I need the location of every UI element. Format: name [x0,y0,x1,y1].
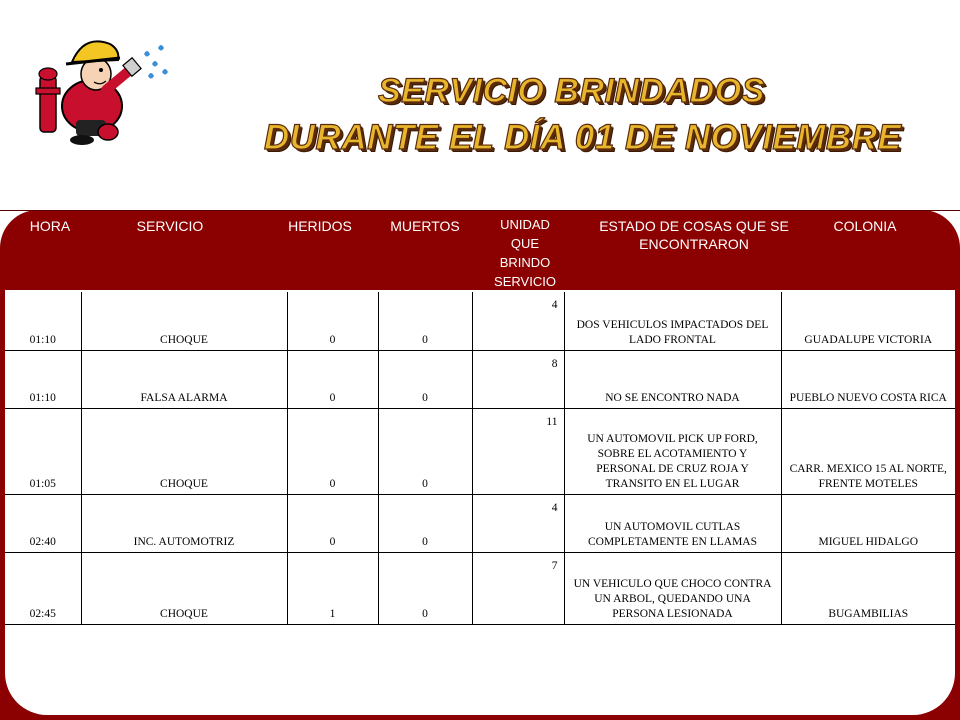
cell-servicio: CHOQUE [81,552,287,624]
cell-estado: UN AUTOMOVIL PICK UP FORD, SOBRE EL ACOTAMIENTO Y PERSONAL DE CRUZ ROJA Y TRANSITO EN EL LUGAR [564,408,781,494]
cell-estado: DOS VEHICULOS IMPACTADOS DEL LADO FRONTAL [564,292,781,350]
cell-unidad: 11 [472,408,564,494]
table-header [0,210,960,291]
cell-estado: UN AUTOMOVIL CUTLAS COMPLETAMENTE EN LLAMAS [564,494,781,552]
table-row [5,494,955,552]
cell-servicio: FALSA ALARMA [81,350,287,408]
cell-hora: 02:45 [29,607,56,620]
cell-estado: NO SE ENCONTRO NADA [564,350,781,408]
cell-muertos: 0 [378,292,472,350]
cell-heridos: 0 [287,350,378,408]
cell-hora: 01:05 [29,477,56,490]
header-unidad-line-1: UNIDAD [500,217,550,232]
services-table [5,292,955,625]
cell-colonia: PUEBLO NUEVO COSTA RICA [781,350,955,408]
cell-muertos: 0 [378,408,472,494]
header-unidad [480,215,570,291]
header-servicio: SERVICIO [136,218,204,234]
page-title-line-2: DURANTE EL DÍA 01 DE NOVIEMBRE [264,118,902,157]
table-row [5,552,955,624]
header-unidad-line-4: SERVICIO [494,274,556,289]
firefighter-mascot-logo [22,28,172,148]
cell-hora: 01:10 [29,333,56,346]
cell-muertos: 0 [378,494,472,552]
page-title-line-1: SERVICIO BRINDADOS [378,72,765,110]
cell-colonia: MIGUEL HIDALGO [781,494,955,552]
cell-estado: UN VEHICULO QUE CHOCO CONTRA UN ARBOL, QUEDANDO UNA PERSONA LESIONADA [564,552,781,624]
cell-servicio: INC. AUTOMOTRIZ [81,494,287,552]
header-muertos: MUERTOS [390,218,460,234]
cell-hora: 02:40 [29,535,56,548]
cell-unidad: 4 [472,292,564,350]
table-row [5,408,955,494]
cell-heridos: 0 [287,292,378,350]
cell-unidad: 4 [472,494,564,552]
header-hora: HORA [29,218,71,234]
header-heridos: HERIDOS [288,218,352,234]
header-colonia: COLONIA [833,218,897,234]
header-unidad-line-2: QUE [510,236,540,251]
cell-heridos: 0 [287,494,378,552]
header-unidad-line-3: BRINDO [499,255,551,270]
table-row [5,292,955,350]
cell-unidad: 8 [472,350,564,408]
cell-muertos: 0 [378,350,472,408]
cell-colonia: CARR. MEXICO 15 AL NORTE, FRENTE MOTELES [781,408,955,494]
cell-muertos: 0 [378,552,472,624]
header-estado: ESTADO DE COSAS QUE SE ENCONTRARON [599,218,789,252]
cell-hora: 01:10 [29,391,56,404]
cell-colonia: BUGAMBILIAS [781,552,955,624]
cell-heridos: 0 [287,408,378,494]
cell-unidad: 7 [472,552,564,624]
cell-heridos: 1 [287,552,378,624]
cell-servicio: CHOQUE [81,292,287,350]
cell-colonia: GUADALUPE VICTORIA [781,292,955,350]
cell-servicio: CHOQUE [81,408,287,494]
table-row [5,350,955,408]
